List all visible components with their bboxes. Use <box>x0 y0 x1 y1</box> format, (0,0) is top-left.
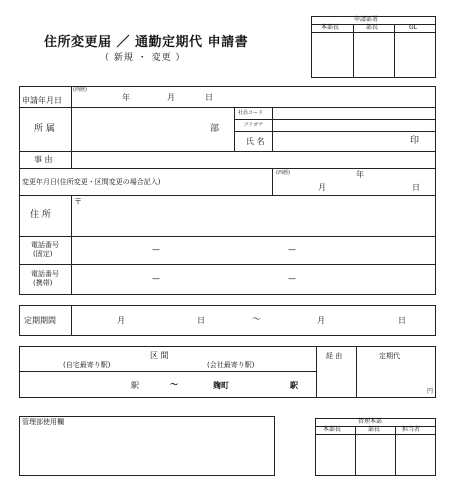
yen-mark: 円 <box>427 388 434 395</box>
phone-fixed-label: 電話番号 <box>31 241 59 249</box>
commuter-period-month2: 月 <box>317 316 325 325</box>
company-station-suffix: 駅 <box>290 381 298 390</box>
approval-bottom-col: 担当者 <box>402 426 421 433</box>
seal-mark: 印 <box>410 136 420 146</box>
application-date-label: 申請年月日 <box>22 96 62 105</box>
company-station-label: (会社最寄り駅) <box>207 361 255 369</box>
commuter-period-tilde: 〜 <box>252 315 262 325</box>
postal-mark: 〒 <box>74 197 82 206</box>
fare-label: 定期代 <box>379 352 400 360</box>
application-date-year: 年 <box>122 93 130 102</box>
admin-use-label: 管理部使用欄 <box>22 418 64 426</box>
home-station-label: (自宅最寄り駅) <box>63 361 111 369</box>
phone-fixed-dash: — <box>288 245 296 254</box>
phone-mobile-label: 電話番号 <box>31 270 59 278</box>
department-suffix: 部 <box>210 124 220 134</box>
application-date-month: 月 <box>167 93 175 102</box>
application-date-era: (西暦) <box>73 87 87 93</box>
home-station-suffix: 駅 <box>131 381 139 390</box>
commuter-period-day2: 日 <box>398 316 406 325</box>
change-date-month: 月 <box>318 183 326 192</box>
phone-mobile-dash: — <box>152 274 160 283</box>
form-subtitle: （ 新規 ・ 変更 ） <box>100 53 186 63</box>
phone-mobile-sublabel: (携帯) <box>33 279 53 287</box>
approval-bottom-col: 本部長 <box>323 426 342 433</box>
phone-mobile-dash: — <box>288 274 296 283</box>
approval-top-header: 申請部署 <box>354 16 379 23</box>
affiliation-label: 所 属 <box>34 124 55 134</box>
approval-top-col: 本部長 <box>321 24 340 31</box>
approval-bottom-col: 部長 <box>368 426 381 433</box>
change-date-year: 年 <box>356 170 364 179</box>
commuter-period-label: 定期期間 <box>24 316 56 325</box>
furigana-label: フリガナ <box>243 122 263 128</box>
route-tilde: 〜 <box>170 380 178 389</box>
approval-top-col: 部長 <box>366 24 379 31</box>
change-date-era: (西暦) <box>276 170 290 176</box>
phone-fixed-dash: — <box>152 245 160 254</box>
reason-label: 事 由 <box>34 155 53 164</box>
address-label: 住 所 <box>30 210 51 220</box>
approval-bottom-header: 管理本部 <box>358 418 383 425</box>
change-date-label: 変更年月日(住所変更・区間変更の場合記入) <box>22 178 161 186</box>
employee-code-label: 社員コード <box>238 110 264 116</box>
form-title: 住所変更届 ／ 通勤定期代 申請書 <box>44 35 249 50</box>
name-label: 氏 名 <box>246 137 265 146</box>
approval-top-col: GL <box>409 24 417 31</box>
commuter-period-day1: 日 <box>197 316 205 325</box>
company-station-name: 麹町 <box>213 381 229 390</box>
change-date-day: 日 <box>412 183 420 192</box>
application-date-day: 日 <box>205 93 213 102</box>
phone-fixed-sublabel: (固定) <box>33 250 53 258</box>
commuter-period-month1: 月 <box>117 316 125 325</box>
route-section-label: 区 間 <box>150 351 169 360</box>
via-label: 経 由 <box>326 352 343 360</box>
